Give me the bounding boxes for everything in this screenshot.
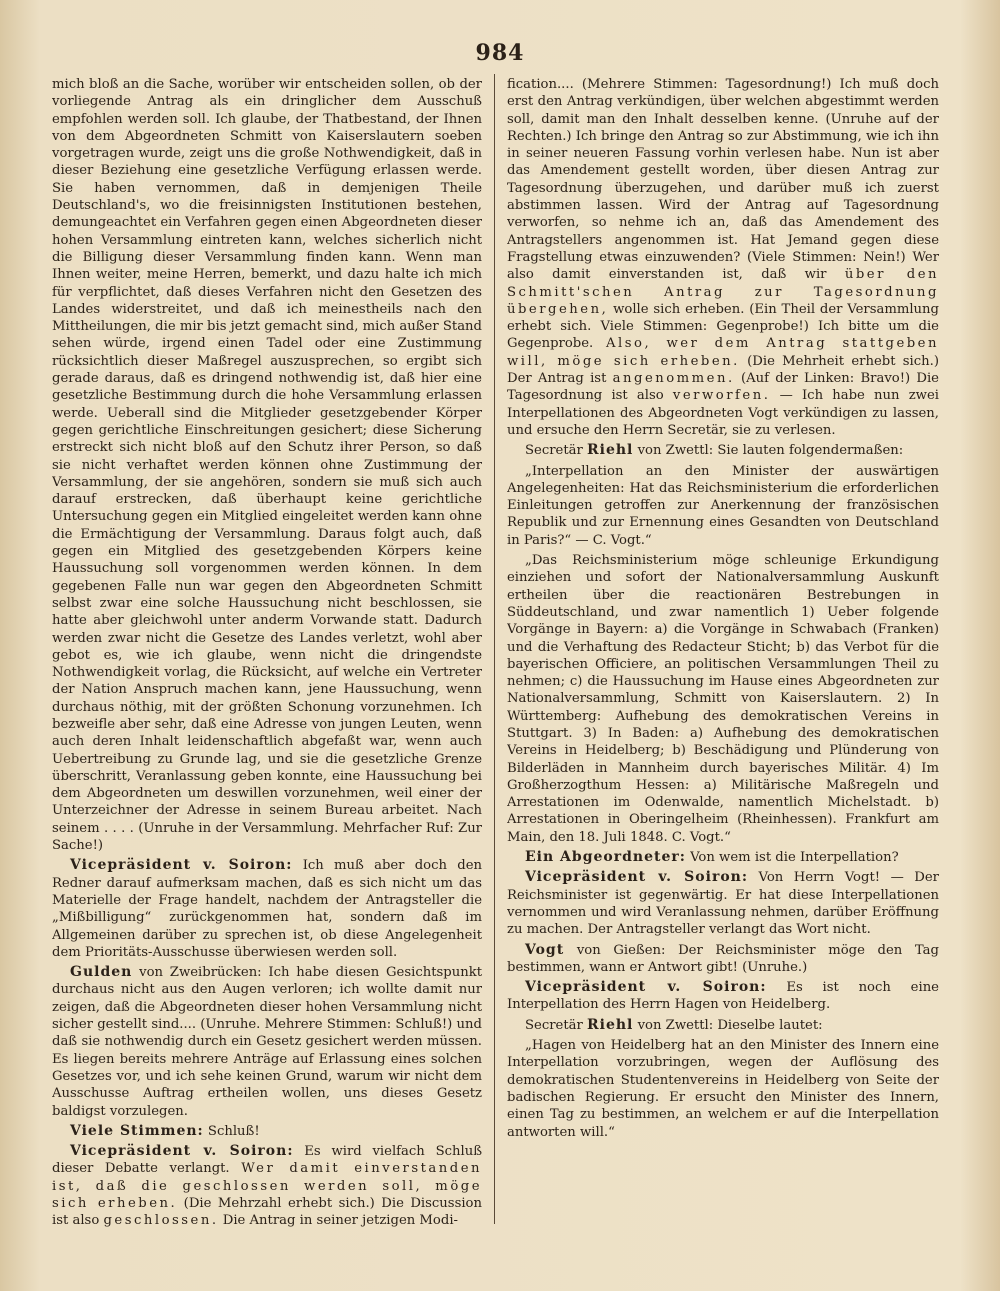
- right-column: [507, 76, 939, 1266]
- quotation: „Hagen von Heidelberg hat an den Minister des Innern eine Interpellation vorzubringen, wegen der Auflösung des demokratischen Studentenvereins in Heidelberg von Seite der badischen Regierung. Er ersucht den Minister des Innern, einen Tag zu bestimmen, an welchem er auf die Interpellation antworten will.“: [507, 1038, 939, 1140]
- speech: [507, 849, 939, 866]
- speech-text: Es wird vielfach Schluß dieser Debatte verlangt.: [52, 1144, 482, 1177]
- speech-text: Ich muß aber doch den Redner darauf aufmerksam machen, daß es sich nicht um das Materielle der Frage handelt, nachdem der Antragsteller die „Mißbilligung“ zurückgenommen hat, sondern daß im Allgemeinen darüber zu sprechen ist, ob diese Angelegenheit dem Prioritäts-Ausschusse überwiesen werden soll.: [52, 858, 482, 960]
- speaker-name: Riehl: [587, 1016, 634, 1033]
- page-number: 984: [475, 40, 525, 66]
- spaced-text: Also, wer dem Antrag stattgeben will, möge sich erheben.: [507, 336, 939, 369]
- speech-text: (Die Mehrzahl erhebt sich.) Die Discussion ist also: [52, 1196, 482, 1229]
- column-divider: [494, 74, 495, 1224]
- speech-text: fication.... (Mehrere Stimmen: Tagesordnung!) Ich muß doch erst den Antrag verkündigen, über welchen abgestimmt werden soll, damit man den Inhalt desselben kenne. (Unruhe auf der Rechten.) Ich bringe den Antrag so zur Abstimmung, wie ich ihn in seiner neueren Fassung vorhin verlesen habe. Nun ist aber das Amendement gestellt worden, über diesen Antrag zur Tagesordnung überzugehen, und darüber muß ich zuerst abstimmen lassen. Wird der Antrag auf Tagesordnung verworfen, so nehme ich an, daß das Amendement des Antragstellers angenommen ist. Hat Jemand gegen diese Fragstellung etwas einzuwenden? (Viele Stimmen: Nein!) Wer also damit einverstanden ist, daß wir: [507, 77, 939, 283]
- speaker-name: Riehl: [587, 442, 634, 459]
- speech-text: Von Herrn Vogt! — Der Reichsminister ist gegenwärtig. Er hat diese Interpellationen vernommen und wird Veranlassung nehmen, darüber Eröffnung zu machen. Der Antragsteller verlangt das Wort nicht.: [507, 870, 939, 938]
- speaker-name: Viele Stimmen:: [70, 1122, 204, 1139]
- speaker-label: Secretär: [525, 443, 583, 459]
- speech: [507, 442, 939, 459]
- speech-text: (Auf der Linken: Bravo!) Die Tagesordnung ist also: [507, 371, 939, 404]
- speaker-name: Vicepräsident v. Soiron:: [525, 979, 767, 996]
- speech: [52, 964, 482, 1120]
- speech-text: von Zwettl: Sie lauten folgendermaßen:: [637, 443, 904, 459]
- speaker-name: Vicepräsident v. Soiron:: [70, 857, 293, 874]
- speech-text: von Zwettl: Dieselbe lautet:: [637, 1017, 823, 1033]
- speech-text: — Ich habe nun zwei Interpellationen des Abgeordneten Vogt verkündigen zu lassen, und ersuche den Herrn Secretär, sie zu verlesen.: [507, 388, 939, 438]
- spaced-text: geschlossen.: [103, 1213, 219, 1229]
- speech-text: Schluß!: [207, 1123, 260, 1139]
- spaced-text: angenommen.: [612, 371, 735, 387]
- speaker-name: Vogt: [525, 941, 565, 958]
- speech-text: von Gießen: Der Reichsminister möge den Tag bestimmen, wann er Antwort gibt! (Unruhe.): [507, 942, 939, 975]
- speech: [52, 857, 482, 961]
- speech: [507, 942, 939, 977]
- left-column: [52, 76, 482, 1266]
- quotation: „Das Reichsministerium möge schleunige Erkundigung einziehen und sofort der Nationalversammlung Auskunft ertheilen über die reactionären Bestrebungen in Süddeutschland, und zwar namentlich 1) Ueber folgende Vorgänge in Bayern: a) die Vorgänge in Schwabach (Franken) und die Verhaftung des Redacteur Sticht; b) das Verbot für die bayerischen Officiere, an politischen Versammlungen Theil zu nehmen; c) die Haussuchung im Hause eines Abgeordneten zur Nationalversammlung, Schmitt von Kaiserslautern. 2) In Württemberg: Aufhebung des demokratischen Vereins in Stuttgart. 3) In Baden: a) Aufhebung des demokratischen Vereins in Heidelberg; b) Beschädigung und Plünderung von Bilderläden in Mannheim durch bayerisches Militär. 4) Im Großherzogthum Hessen: a) Militärische Maßregeln und Arrestationen im Odenwalde, namentlich Michelstadt. b) Arrestationen in Oberingelheim (Rheinhessen). Frankfurt am Main, den 18. Juli 1848. C. Vogt.“: [507, 553, 939, 845]
- speech-text: Es ist noch eine Interpellation des Herrn Hagen von Heidelberg.: [507, 980, 939, 1013]
- speech-text: von Zweibrücken: Ich habe diesen Gesichtspunkt durchaus nicht aus den Augen verloren; ich wollte damit nur zeigen, daß die Abgeordneten dieser hohen Versammlung nicht sicher gestellt sind.... (Unruhe. Mehrere Stimmen: Schluß!) und daß sie nothwendig durch ein Gesetz gesichert werden müssen. Es liegen bereits mehrere Anträge auf Erlassung eines solchen Gesetzes vor, und ich sehe keinen Grund, warum wir nicht dem Ausschusse Auftrag ertheilen wollen, uns dieses Gesetz baldigst vorzulegen.: [52, 965, 482, 1119]
- speech: [507, 979, 939, 1014]
- speech-text: Von wem ist die Interpellation?: [690, 850, 899, 866]
- quotation: „Interpellation an den Minister der auswärtigen Angelegenheiten: Hat das Reichsministerium die erforderlichen Einleitungen getroffen zur Anerkennung der französischen Republik und zur Ernennung eines Gesandten von Deutschland in Paris?“ — C. Vogt.“: [507, 463, 939, 548]
- speaker-name: Gulden: [70, 964, 133, 981]
- spaced-text: verworfen.: [672, 388, 771, 404]
- speech-text: wolle sich erheben. (Ein Theil der Versammlung erhebt sich. Viele Stimmen: Gegenprobe!) Ich bitte um die Gegenprobe.: [507, 301, 939, 352]
- spaced-text: über den Schmitt'schen Antrag zur Tagesordnung übergehen,: [507, 267, 939, 317]
- speech: [52, 1143, 482, 1229]
- speech: [52, 1123, 482, 1140]
- speaker-name: Vicepräsident v. Soiron:: [525, 869, 748, 886]
- speaker-name: Ein Abgeordneter:: [525, 849, 686, 866]
- speaker-label: Secretär: [525, 1017, 583, 1033]
- speaker-name: Vicepräsident v. Soiron:: [70, 1143, 294, 1160]
- speech-text: (Die Mehrheit erhebt sich.) Der Antrag ist: [507, 353, 939, 387]
- paragraph: [507, 76, 939, 439]
- spaced-text: Wer damit einverstanden ist, daß die geschlossen werden soll, möge sich erheben.: [52, 1161, 482, 1211]
- speech: [507, 869, 939, 938]
- speech-text: Die Antrag in seiner jetzigen Modi-: [222, 1213, 458, 1229]
- paragraph: mich bloß an die Sache, worüber wir entscheiden sollen, ob der vorliegende Antrag als ein dringlicher dem Ausschuß empfohlen werden soll. Ich glaube, der Thatbestand, der Ihnen von dem Abgeordneten Schmitt von Kaiserslautern soeben vorgetragen wurde, zeigt uns die große Nothwendigkeit, daß in dieser Beziehung eine gesetzliche Verfügung erlassen werde. Sie haben vernommen, daß in demjenigen Theile Deutschland's, wo die freisinnigsten Institutionen bestehen, demungeachtet ein Verfahren gegen einen Abgeordneten dieser hohen Versammlung eintreten kann, welches sicherlich nicht die Billigung dieser Versammlung finden kann. Wenn man Ihnen weiter, meine Herren, bemerkt, und dazu halte ich mich für verpflichtet, daß dieses Verfahren nicht den Gesetzen des Landes widerstreitet, und daß ich meinestheils nach den Mittheilungen, die mir bis jetzt gemacht sind, mich außer Stand sehen würde, irgend einen Tadel oder eine Zustimmung rücksichtlich dieser Maßregel auszusprechen, so ergibt sich gerade daraus, daß es dringend nothwendig ist, daß hier eine gesetzliche Bestimmung durch die hohe Versammlung erlassen werde. Ueberall sind die Mitglieder gesetzgebender Körper gegen gerichtliche Einschreitungen gesichert; diese Sicherung erstreckt sich nicht bloß auf den Schutz ihrer Person, so daß sie nicht verhaftet werden können ohne Zustimmung der Versammlung, der sie angehören, sondern sie muß sich auch darauf erstrecken, daß überhaupt keine gerichtliche Untersuchung gegen ein Mitglied eingeleitet werden kann ohne die Ermächtigung der Versammlung. Daraus folgt auch, daß gegen ein Mitglied des gesetzgebenden Körpers keine Haussuchung soll vorgenommen werden können. In dem gegebenen Falle nun war gegen den Abgeordneten Schmitt selbst zwar eine solche Haussuchung nicht beschlossen, sie hatte aber gleichwohl unter anderm Vorwande statt. Dadurch werden zwar nicht die Gesetze des Landes verletzt, wohl aber gebot es, wie ich glaube, wenn nicht die dringendste Nothwendigkeit vorlag, die Rücksicht, auf welche ein Vertreter der Nation Anspruch machen kann, jene Haussuchung, wenn durchaus nöthig, mit der größten Schonung vorzunehmen. Ich bezweifle aber sehr, daß eine Adresse von jungen Leuten, wenn auch deren Inhalt leidenschaftlich abgefaßt war, wenn auch Uebertreibung zu Grunde lag, und sie die gesetzliche Grenze überschritt, Veranlassung geben konnte, eine Haussuchung bei dem Abgeordneten um deswillen vorzunehmen, weil einer der Unterzeichner der Adresse in seinem Bureau arbeitet. Nach seinem . . . . (Unruhe in der Versammlung. Mehrfacher Ruf: Zur Sache!): [52, 77, 482, 854]
- speech: [507, 1017, 939, 1034]
